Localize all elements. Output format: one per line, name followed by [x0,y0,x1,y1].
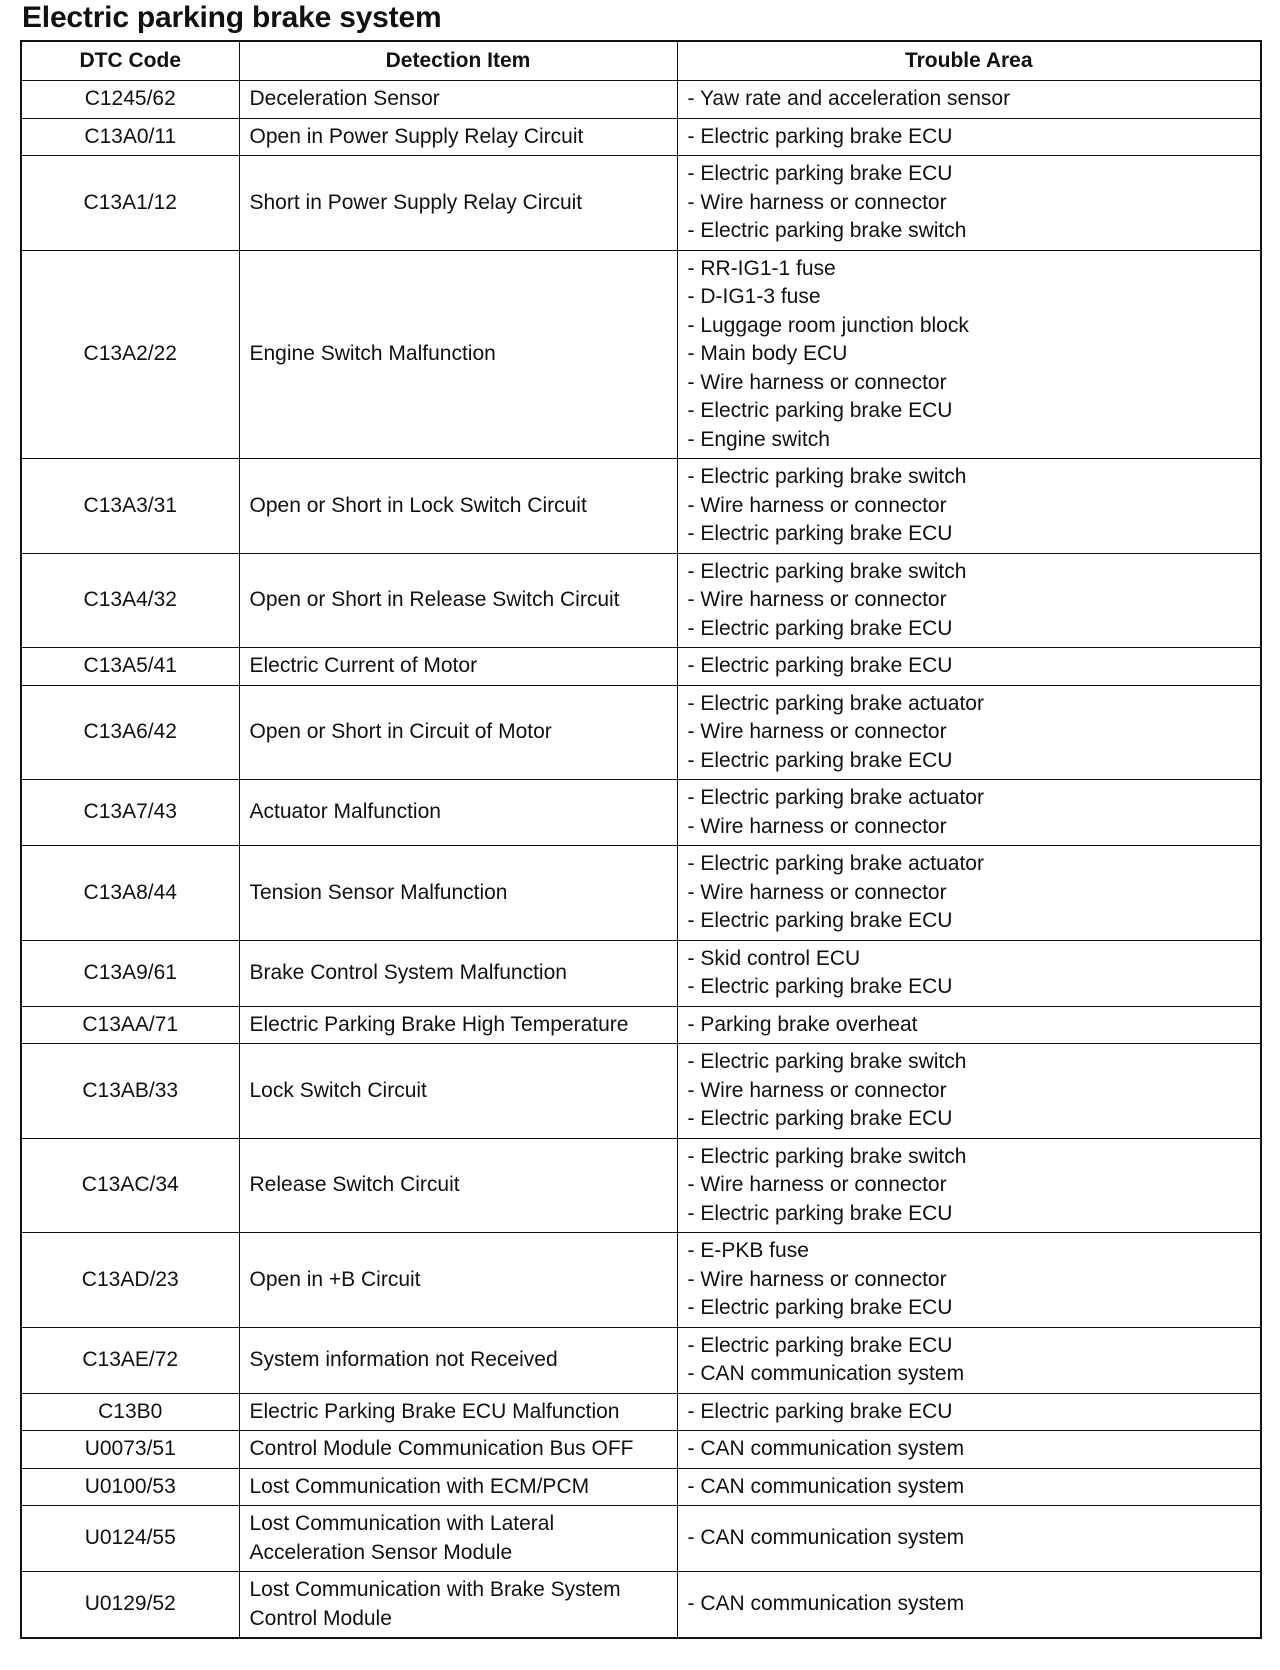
trouble-area-line: - Wire harness or connector [687,588,947,611]
trouble-area-line: - Electric parking brake ECU [687,124,953,148]
table-row [21,118,1261,156]
trouble-area-line: - Electric parking brake switch [687,1144,967,1168]
detection-item-line: Lost Communication with ECM/PCM [249,1474,590,1498]
detection-item-line: Acceleration Sensor Module [249,1540,513,1564]
detection-item-line: Electric Parking Brake ECU Malfunction [249,1399,620,1423]
trouble-area-cell [677,1006,1261,1044]
detection-item-line: Open or Short in Lock Switch Circuit [249,493,587,517]
trouble-area-line: - Electric parking brake actuator [687,786,984,809]
trouble-area-cell [677,1138,1261,1233]
table-row [21,685,1261,780]
detection-item-cell [239,1233,677,1328]
table-row [21,940,1261,1006]
detection-item-line: Release Switch Circuit [249,1173,460,1196]
detection-item-cell [239,1468,677,1506]
detection-item-line: Actuator Malfunction [249,800,441,824]
table-row [21,1327,1261,1393]
dtc-code-cell: C13A3/31 [21,459,239,554]
dtc-code-cell: C13A7/43 [21,780,239,846]
dtc-code-cell: C13AB/33 [21,1044,239,1139]
trouble-area-line: - Wire harness or connector [687,493,947,517]
detection-item-line: Control Module [249,1606,392,1630]
column-header-detection-item: Detection Item [239,41,677,81]
detection-item-cell [239,459,677,554]
trouble-area-cell [677,118,1261,156]
dtc-code-cell: C13B0 [21,1393,239,1431]
detection-item-cell [239,1044,677,1139]
table-row [21,459,1261,554]
trouble-area-cell [677,81,1261,119]
detection-item-line: Brake Control System Malfunction [249,960,567,984]
column-header-dtc-code: DTC Code [21,41,239,81]
trouble-area-cell [677,156,1261,251]
table-row [21,553,1261,648]
detection-item-cell [239,940,677,1006]
trouble-area-line: - Electric parking brake ECU [687,162,953,185]
trouble-area-line: - Electric parking brake ECU [687,654,953,677]
trouble-area-line: - Main body ECU [687,342,848,365]
trouble-area-line: - Electric parking brake ECU [687,1107,953,1130]
trouble-area-cell [677,1572,1261,1639]
trouble-area-line: - Electric parking brake ECU [687,1333,953,1357]
trouble-area-line: - Wire harness or connector [687,720,947,743]
column-header-trouble-area: Trouble Area [677,41,1261,81]
detection-item-line: Open in +B Circuit [249,1267,421,1291]
trouble-area-line: - Wire harness or connector [687,1078,947,1102]
detection-item-cell [239,846,677,941]
trouble-area-line: - D-IG1-3 fuse [687,285,821,308]
dtc-code-cell: C13A6/42 [21,685,239,780]
detection-item-line: Short in Power Supply Relay Circuit [249,190,583,214]
dtc-code-cell: C13A9/61 [21,940,239,1006]
detection-item-cell [239,780,677,846]
trouble-area-line: - RR-IG1-1 fuse [687,256,836,280]
trouble-area-line: - Electric parking brake switch [687,219,967,242]
detection-item-line: Open or Short in Circuit of Motor [249,720,552,743]
trouble-area-line: - Electric parking brake actuator [687,852,984,875]
detection-item-cell [239,81,677,119]
trouble-area-line: - Electric parking brake ECU [687,748,953,772]
detection-item-line: System information not Received [249,1347,558,1371]
trouble-area-cell [677,553,1261,648]
table-row [21,846,1261,941]
table-row [21,1044,1261,1139]
detection-item-cell [239,156,677,251]
trouble-area-cell [677,1044,1261,1139]
detection-item-line: Open in Power Supply Relay Circuit [249,124,584,148]
trouble-area-cell [677,1393,1261,1431]
trouble-area-line: - Wire harness or connector [687,1267,947,1291]
dtc-code-cell: C13AD/23 [21,1233,239,1328]
trouble-area-line: - Parking brake overheat [687,1012,918,1036]
detection-item-cell [239,1138,677,1233]
trouble-area-line: - Electric parking brake ECU [687,909,953,932]
trouble-area-line: - Electric parking brake ECU [687,975,953,998]
detection-item-cell [239,250,677,459]
table-row [21,1138,1261,1233]
trouble-area-line: - CAN communication system [687,1526,965,1550]
dtc-code-cell: C13A4/32 [21,553,239,648]
table-body [21,81,1261,1639]
dtc-code-cell: C13A1/12 [21,156,239,251]
table-row [21,1572,1261,1639]
detection-item-cell [239,1572,677,1639]
trouble-area-cell [677,648,1261,686]
dtc-code-cell: U0124/55 [21,1506,239,1572]
trouble-area-cell [677,1431,1261,1469]
table-row [21,648,1261,686]
trouble-area-line: - Electric parking brake ECU [687,1399,953,1423]
detection-item-cell [239,1006,677,1044]
trouble-area-line: - CAN communication system [687,1362,965,1385]
table-row [21,1006,1261,1044]
trouble-area-cell [677,685,1261,780]
dtc-code-cell: C13AC/34 [21,1138,239,1233]
dtc-code-cell: C13AA/71 [21,1006,239,1044]
trouble-area-cell [677,250,1261,459]
detection-item-cell [239,648,677,686]
trouble-area-line: - Wire harness or connector [687,1173,947,1196]
trouble-area-cell [677,940,1261,1006]
table-header-row [21,41,1261,81]
trouble-area-line: - Electric parking brake ECU [687,1296,953,1319]
detection-item-line: Engine Switch Malfunction [249,342,496,365]
trouble-area-line: - Wire harness or connector [687,880,947,904]
page-title: Electric parking brake system [22,1,442,34]
table-row [21,250,1261,459]
trouble-area-cell [677,780,1261,846]
detection-item-line: Electric Parking Brake High Temperature [249,1012,629,1036]
table-row [21,1233,1261,1328]
trouble-area-line: - Wire harness or connector [687,190,947,214]
table-row [21,1468,1261,1506]
dtc-code-cell: C13A5/41 [21,648,239,686]
detection-item-cell [239,118,677,156]
trouble-area-line: - Electric parking brake switch [687,465,967,488]
detection-item-cell [239,1431,677,1469]
detection-item-line: Tension Sensor Malfunction [249,880,508,904]
trouble-area-line: - Wire harness or connector [687,814,947,838]
table-row [21,1393,1261,1431]
trouble-area-line: - Electric parking brake ECU [687,616,953,640]
detection-item-line: Control Module Communication Bus OFF [249,1437,634,1460]
table-row [21,156,1261,251]
trouble-area-cell [677,1233,1261,1328]
table-row [21,1431,1261,1469]
trouble-area-cell [677,1327,1261,1393]
dtc-code-cell: U0129/52 [21,1572,239,1639]
trouble-area-line: - Electric parking brake switch [687,559,967,583]
trouble-area-line: - Electric parking brake actuator [687,691,984,715]
trouble-area-line: - CAN communication system [687,1437,965,1460]
trouble-area-line: - CAN communication system [687,1592,965,1616]
trouble-area-line: - Engine switch [687,427,830,451]
trouble-area-line: - Wire harness or connector [687,370,947,394]
table-row [21,81,1261,119]
trouble-area-line: - Yaw rate and acceleration sensor [687,87,1011,110]
dtc-code-cell: C13A2/22 [21,250,239,459]
dtc-code-cell: U0073/51 [21,1431,239,1469]
trouble-area-line: - Luggage room junction block [687,313,969,337]
trouble-area-cell [677,459,1261,554]
trouble-area-cell [677,1506,1261,1572]
detection-item-line: Lost Communication with Brake System [249,1578,621,1601]
dtc-code-cell: C13A8/44 [21,846,239,941]
detection-item-cell [239,1506,677,1572]
detection-item-line: Electric Current of Motor [249,654,478,677]
dtc-table [20,40,1262,1639]
trouble-area-line: - Electric parking brake ECU [687,522,953,545]
dtc-code-cell: C13A0/11 [21,118,239,156]
dtc-code-cell: U0100/53 [21,1468,239,1506]
trouble-area-line: - E-PKB fuse [687,1239,809,1262]
detection-item-cell [239,1327,677,1393]
trouble-area-line: - Skid control ECU [687,946,861,970]
trouble-area-cell [677,1468,1261,1506]
trouble-area-line: - Electric parking brake ECU [687,1201,953,1225]
detection-item-cell [239,553,677,648]
detection-item-cell [239,685,677,780]
dtc-code-cell: C1245/62 [21,81,239,119]
detection-item-line: Lost Communication with Lateral [249,1512,555,1535]
trouble-area-cell [677,846,1261,941]
trouble-area-line: - Electric parking brake ECU [687,399,953,422]
detection-item-line: Open or Short in Release Switch Circuit [249,588,620,611]
detection-item-line: Deceleration Sensor [249,87,440,110]
table-row [21,780,1261,846]
detection-item-line: Lock Switch Circuit [249,1078,427,1102]
table-row [21,1506,1261,1572]
trouble-area-line: - Electric parking brake switch [687,1050,967,1073]
trouble-area-line: - CAN communication system [687,1474,965,1498]
dtc-code-cell: C13AE/72 [21,1327,239,1393]
detection-item-cell [239,1393,677,1431]
